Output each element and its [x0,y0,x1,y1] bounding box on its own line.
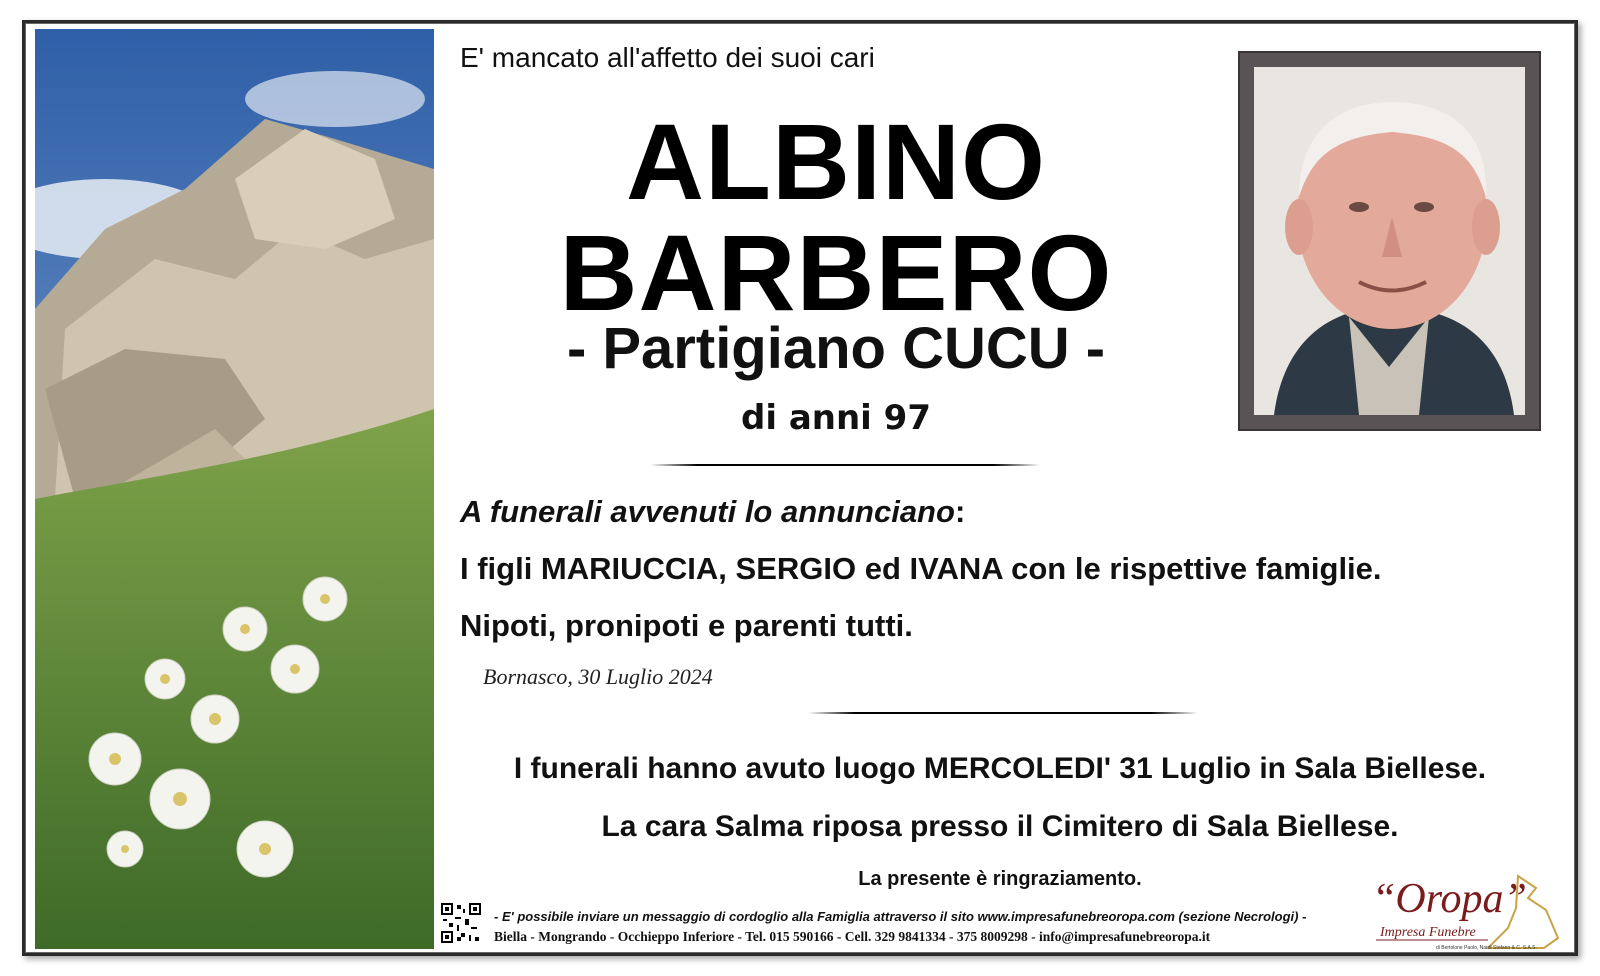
logo-subtitle: Impresa Funebre [1380,925,1476,940]
announce-text: A funerali avvenuti lo annunciano [460,494,955,529]
footer-condolence-note: - E' possibile inviare un messaggio di cordoglio alla Famiglia attraverso il sito www.impresafunebreoropa.com (sezione Necrologi) - [494,909,1307,924]
logo-fine-print: di Bertolone Paolo, Nardi Stefano & C. S.A.S. [1436,945,1537,951]
funeral-home-logo [1368,868,1568,952]
funeral-info-line-2: La cara Salma riposa presso il Cimitero di Sala Biellese. [601,810,1399,843]
deceased-portrait-photo [1254,67,1525,415]
funeral-info-line-1: I funerali hanno avuto luogo MERCOLEDI' 31 Luglio in Sala Biellese. [513,752,1487,785]
family-line-1: I figli MARIUCCIA, SERGIO ed IVANA con le rispettive famiglie. [460,551,1382,586]
logo-name: “Oropa” [1372,876,1527,922]
divider-top [650,464,1040,466]
divider-bottom [808,712,1198,714]
family-line-2: Nipoti, pronipoti e parenti tutti. [460,608,913,643]
deceased-last-name: BARBERO [559,212,1113,333]
intro-text: E' mancato all'affetto dei suoi cari [460,42,875,73]
qr-code[interactable] [441,903,481,943]
announce-heading [460,494,965,530]
place-date: Bornasco, 30 Luglio 2024 [483,664,713,689]
edelweiss-mountain-photo [35,29,434,949]
deceased-nickname: - Partigiano CUCU - [566,316,1106,381]
announce-colon: : [954,494,966,529]
portrait-frame [1238,51,1541,431]
thanks-line: La presente è ringraziamento. [858,868,1142,890]
footer-contacts: Biella - Mongrando - Occhieppo Inferiore - Tel. 015 590166 - Cell. 329 9841334 - 375 8009298 - info@impresafunebreoropa.it [494,929,1211,944]
deceased-first-name: ALBINO [626,101,1046,222]
deceased-age: di anni 97 [741,398,931,438]
